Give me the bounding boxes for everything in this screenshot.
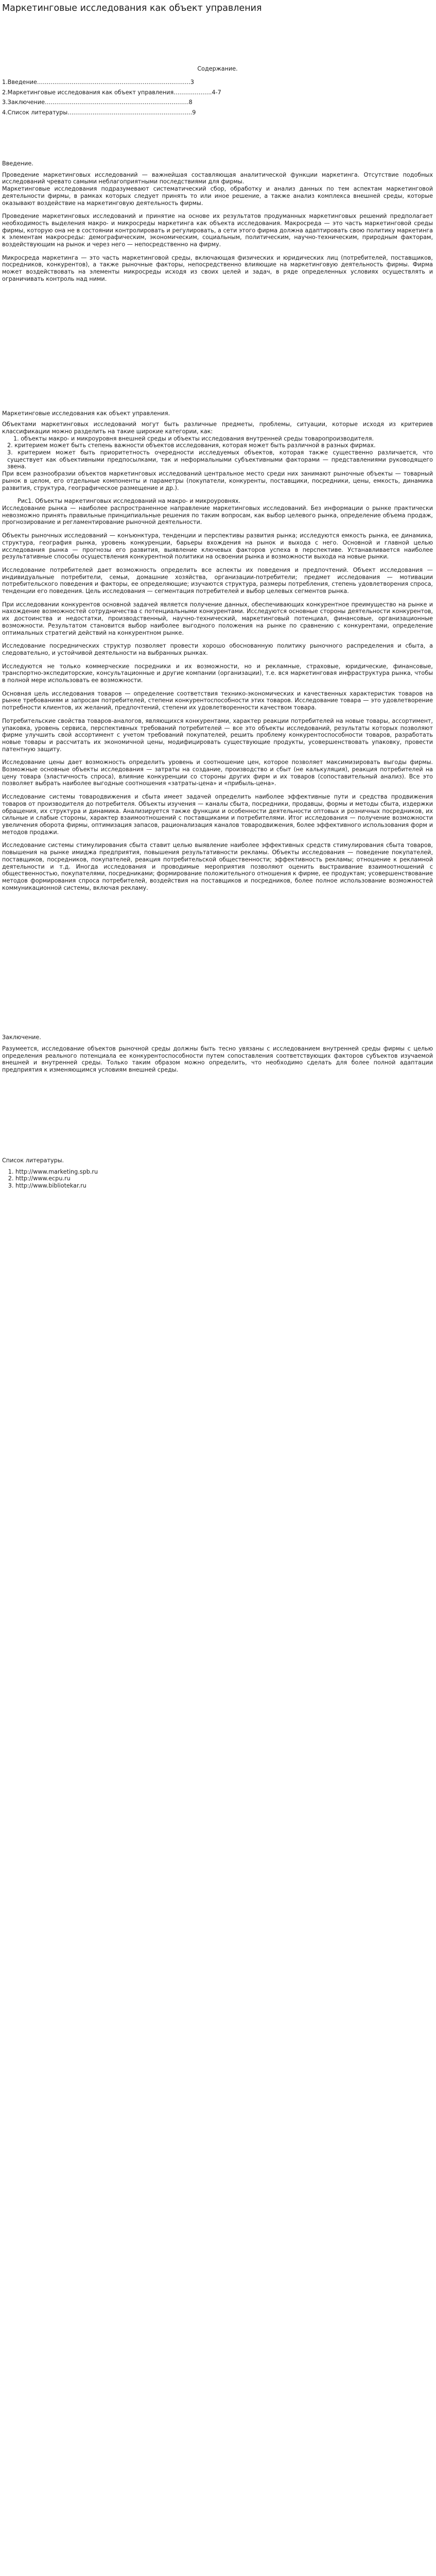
list-item: 2. критерием может быть степень важности объектов исследования, которая может быть различной в разных фирмах. xyxy=(7,442,376,449)
toc-item: 1.Введение…………………………………………………………….…….…3 xyxy=(2,79,195,86)
toc-item: 2.Маркетинговые исследования как объект управления………………..4-7 xyxy=(2,89,221,96)
paragraph: Основная цель исследования товаров — определение соответствия технико-экономических и качественных характеристик товаров на рынке требованиям и запросам потребителей, степени конкурентоспособности этих товаров. Исследование товара — это удовлетворение потребности клиентов, их желаний, предпочтений, степени их удовлетворенности качеством товара. xyxy=(2,690,433,711)
list-item: 3. критерием может быть приоритетность очередности исследуемых объектов, которая также существенно различается, что существует как объективными предпосылками, так и неформальными субъективными факторами — представлениями руководящего звена. xyxy=(7,449,433,470)
document-page xyxy=(0,0,436,1190)
reference-item xyxy=(15,1168,433,1176)
paragraph: Исследование системы стимулирования сбыта ставит целью выявление наиболее эффективных средств стимулирования сбыта товаров, повышения на рынке имиджа предприятия, повышения результативности рекламы. Объекты исследования — поведение покупателей, поставщиков, посредников, покупателей, реакция потребительской общественности; эффективность рекламы; отношение к рекламной деятельности и т.д. Иногда исследования и проводимые мероприятия позволяют оценить выстраивание взаимоотношений с общественностью, покупателями, посредниками; формирование положительного отношения к фирме, ее продуктам; усовершенствование методов формирования спроса потребителей, воздействия на поставщиков и посредников, более полное использование возможностей коммуникационной системы, включая рекламу. xyxy=(2,842,433,891)
list-item: 1. объекты макро- и микроуровня внешней среды и объекты исследования внутренней среды товаропроизводителя. xyxy=(13,435,374,442)
paragraph: При всем разнообразии объектов маркетинговых исследований центральное место среди них занимают рыночные объекты — товарный рынок в целом, его отдельные компоненты и параметры (покупатели, конкуренты, поставщики, посредники, цены, емкость, динамика развития, структура, географическое размещение и др.). xyxy=(2,470,433,492)
table-of-contents xyxy=(2,77,433,117)
paragraph: Объектами маркетинговых исследований могут быть различные предметы, проблемы, ситуации, которые исходя из критериев классификации можно разделить на такие широкие категории, как: xyxy=(2,421,433,435)
conclusion-section xyxy=(2,1034,433,1074)
reference-link[interactable]: http://www.marketing.spb.ru xyxy=(15,1168,98,1175)
reference-link[interactable]: http://www.bibliotekar.ru xyxy=(15,1182,86,1189)
reference-item xyxy=(15,1175,433,1182)
paragraph: Разумеется, исследование объектов рыночной среды должны быть тесно увязаны с исследованием внутренней среды фирмы с целью определения реального потенциала ее конкурентоспособности путем сопоставления соответствующих факторов субъектов изучаемой внешней и внутренней среды. Только таким образом можно определить, что необходимо сделать для более полной адаптации предприятия к изменяющимся условиям внешней среды. xyxy=(2,1045,433,1074)
introduction-section xyxy=(2,160,433,283)
paragraph: Потребительские свойства товаров-аналогов, являющихся конкурентами, характер реакции потребителей на новые товары, ассортимент, упаковка, уровень сервиса, перспективных требований потребителей — все это объекты исследований, результаты которых позволяют фирме улучшить свой ассортимент с учетом требований покупателей, решить проблему конкурентоспособности товаров, разработать новые товары и рассчитать их экономичной цены, модифицировать существующие продукты, усовершенствовать упаковку, провести патентную защиту. xyxy=(2,717,433,753)
main-section xyxy=(2,410,433,892)
paragraph: Микросреда маркетинга — это часть маркетинговой среды, включающая физических и юридических лиц (потребителей, поставщиков, посредников, конкурентов), а также рыночные факторы, непосредственно влияющие на маркетинговую деятельность фирмы. Фирма может воздействовать на элементы микросреды исходя из своих целей и задач, в ряде определенных условиях осуществлять и ограничивать контроль над ними. xyxy=(2,254,433,282)
paragraph: Исследуются не только коммерческие посредники и их возможности, но и рекламные, страховые, юридические, финансовые, транспортно-экспедиторские, консультационные и другие компании (организации), т.е. вся маркетинговая инфраструктура рынка, чтобы в полной мере использовать ее возможности. xyxy=(2,663,433,684)
section-heading: Заключение. xyxy=(2,1034,41,1041)
paragraph: Исследование посреднических структур позволяет провести хорошо обоснованную политику рыночного распределения и сбыта, а следовательно, и устойчивой деятельности на выбранных рынках. xyxy=(2,642,433,656)
toc-item: 3.Заключение…………………………………………………………………8 xyxy=(2,99,193,106)
document-title: Маркетинговые исследования как объект управления xyxy=(2,3,262,13)
paragraph: Проведение маркетинговых исследований и принятие на основе их результатов продуманных маркетинговых решений предполагает необходимость выделения макро- и микросреды маркетинга как объекта исследования. Макросреда — это часть маркетинговой среды фирмы, которую она не в состоянии контролировать и регулировать, а сети этого фирма должна адаптировать свою политику маркетинга к элементам макросреды: демографическим, экономическим, социальным, политическим, научно-техническим, природным факторам, воздействующим на рынок и через него — непосредственно на фирму. xyxy=(2,213,433,248)
toc-item: 4.Список литературы………………………………………………………..9 xyxy=(2,109,196,116)
section-heading: Маркетинговые исследования как объект управления. xyxy=(2,410,170,417)
reference-item xyxy=(15,1182,433,1190)
paragraph: Проведение маркетинговых исследований — важнейшая составляющая аналитической функции маркетинга. Отсутствие подобных исследований чревато самыми неблагоприятными последствиями для фирмы. xyxy=(2,171,433,185)
paragraph: Исследование потребителей дает возможность определить все аспекты их поведения и предпочтений. Объект исследования — индивидуальные потребители, семьи, домашние хозяйства, организации-потребители; предмет исследования — мотивации потребительского поведения и факторы, ее определяющие; изучаются структура, размеры потребления, степень удовлетворения спроса, тенденции его поведения. Цель исследования — сегментация потребителей и выбор целевых сегментов рынка. xyxy=(2,566,433,595)
toc-heading: Содержание. xyxy=(197,65,238,72)
section-heading: Список литературы. xyxy=(2,1157,64,1164)
reference-link[interactable]: http://www.ecpu.ru xyxy=(15,1175,71,1182)
paragraph: Маркетинговые исследования подразумевают систематический сбор, обработку и анализ данных по тем аспектам маркетинговой деятельности фирмы, в рамках которых следует принять то или иное решение, а также анализ комплекса внешней среды, которые оказывают воздействие на маркетинговую деятельность фирмы. xyxy=(2,185,433,207)
paragraph: Исследование рынка — наиболее распространенное направление маркетинговых исследований. Без информации о рынке практически невозможно принять правильные принципиальные решения по таким вопросам, как выбор целевого рынка, определение объема продаж, прогнозирование и регламентирование рыночной деятельности. xyxy=(2,504,433,526)
paragraph: Исследование цены дает возможность определить уровень и соотношение цен, которое позволяет максимизировать выгоды фирмы. Возможные основные объекты исследования — затраты на создание, производство и сбыт (не калькуляция), реакция потребителей на цену товара (эластичность спроса), влияние конкуренции со стороны других фирм и их товаров (сопоставительный анализ). Все это позволяет выбрать наиболее выгодные соотношения «затраты-цена» и «прибыль-цена». xyxy=(2,759,433,787)
references-list xyxy=(2,1168,433,1190)
paragraph: Объекты рыночных исследований — конъюнктура, тенденции и перспективы развития рынка; исследуются емкость рынка, ее динамика, структура, география рынка, уровень конкуренции, барьеры вхождения на рынок и выхода с него. Основной и главной целью исследования рынка — прогнозы его развития, выявление ключевых факторов успеха в перспективе. Устанавливается наиболее результативные способы осуществления конкурентной политики на освоении рынка и возможности выхода на новые рынки. xyxy=(2,532,433,561)
section-heading: Введение. xyxy=(2,160,33,167)
references-section xyxy=(2,1157,433,1190)
figure-caption: Рис1. Объекты маркетинговых исследований на макро- и микроуровнях. xyxy=(18,498,241,505)
paragraph: При исследовании конкурентов основной задачей является получение данных, обеспечивающих конкурентное преимущество на рынке и нахождение возможностей сотрудничества с потенциальными конкурентами. Исследуются основные стороны деятельности конкурентов, их достоинства и недостатки, производственный, научно-технический, маркетинговый потенциал, финансовые, организационные возможности. Результатом становится выбор наиболее выгодного положения на рынке по сравнению с конкурентами, определение оптимальных стратегий действий на конкурентном рынке. xyxy=(2,601,433,636)
paragraph: Исследование системы товародвижения и сбыта имеет задачей определить наиболее эффективные пути и средства продвижения товаров от производителя до потребителя. Объекты изучения — каналы сбыта, посредники, продавцы, формы и методы сбыта, издержки обращения, их структура и динамика. Анализируется также функции и особенности деятельности оптовых и розничных посредников, их сильные и слабые стороны, характер взаимоотношений с поставщиками и потребителями. Итог исследования — получение возможности увеличения оборота фирмы, оптимизация запасов, рационализация каналов товародвижения, более эффективного использования форм и методов продажи. xyxy=(2,793,433,836)
